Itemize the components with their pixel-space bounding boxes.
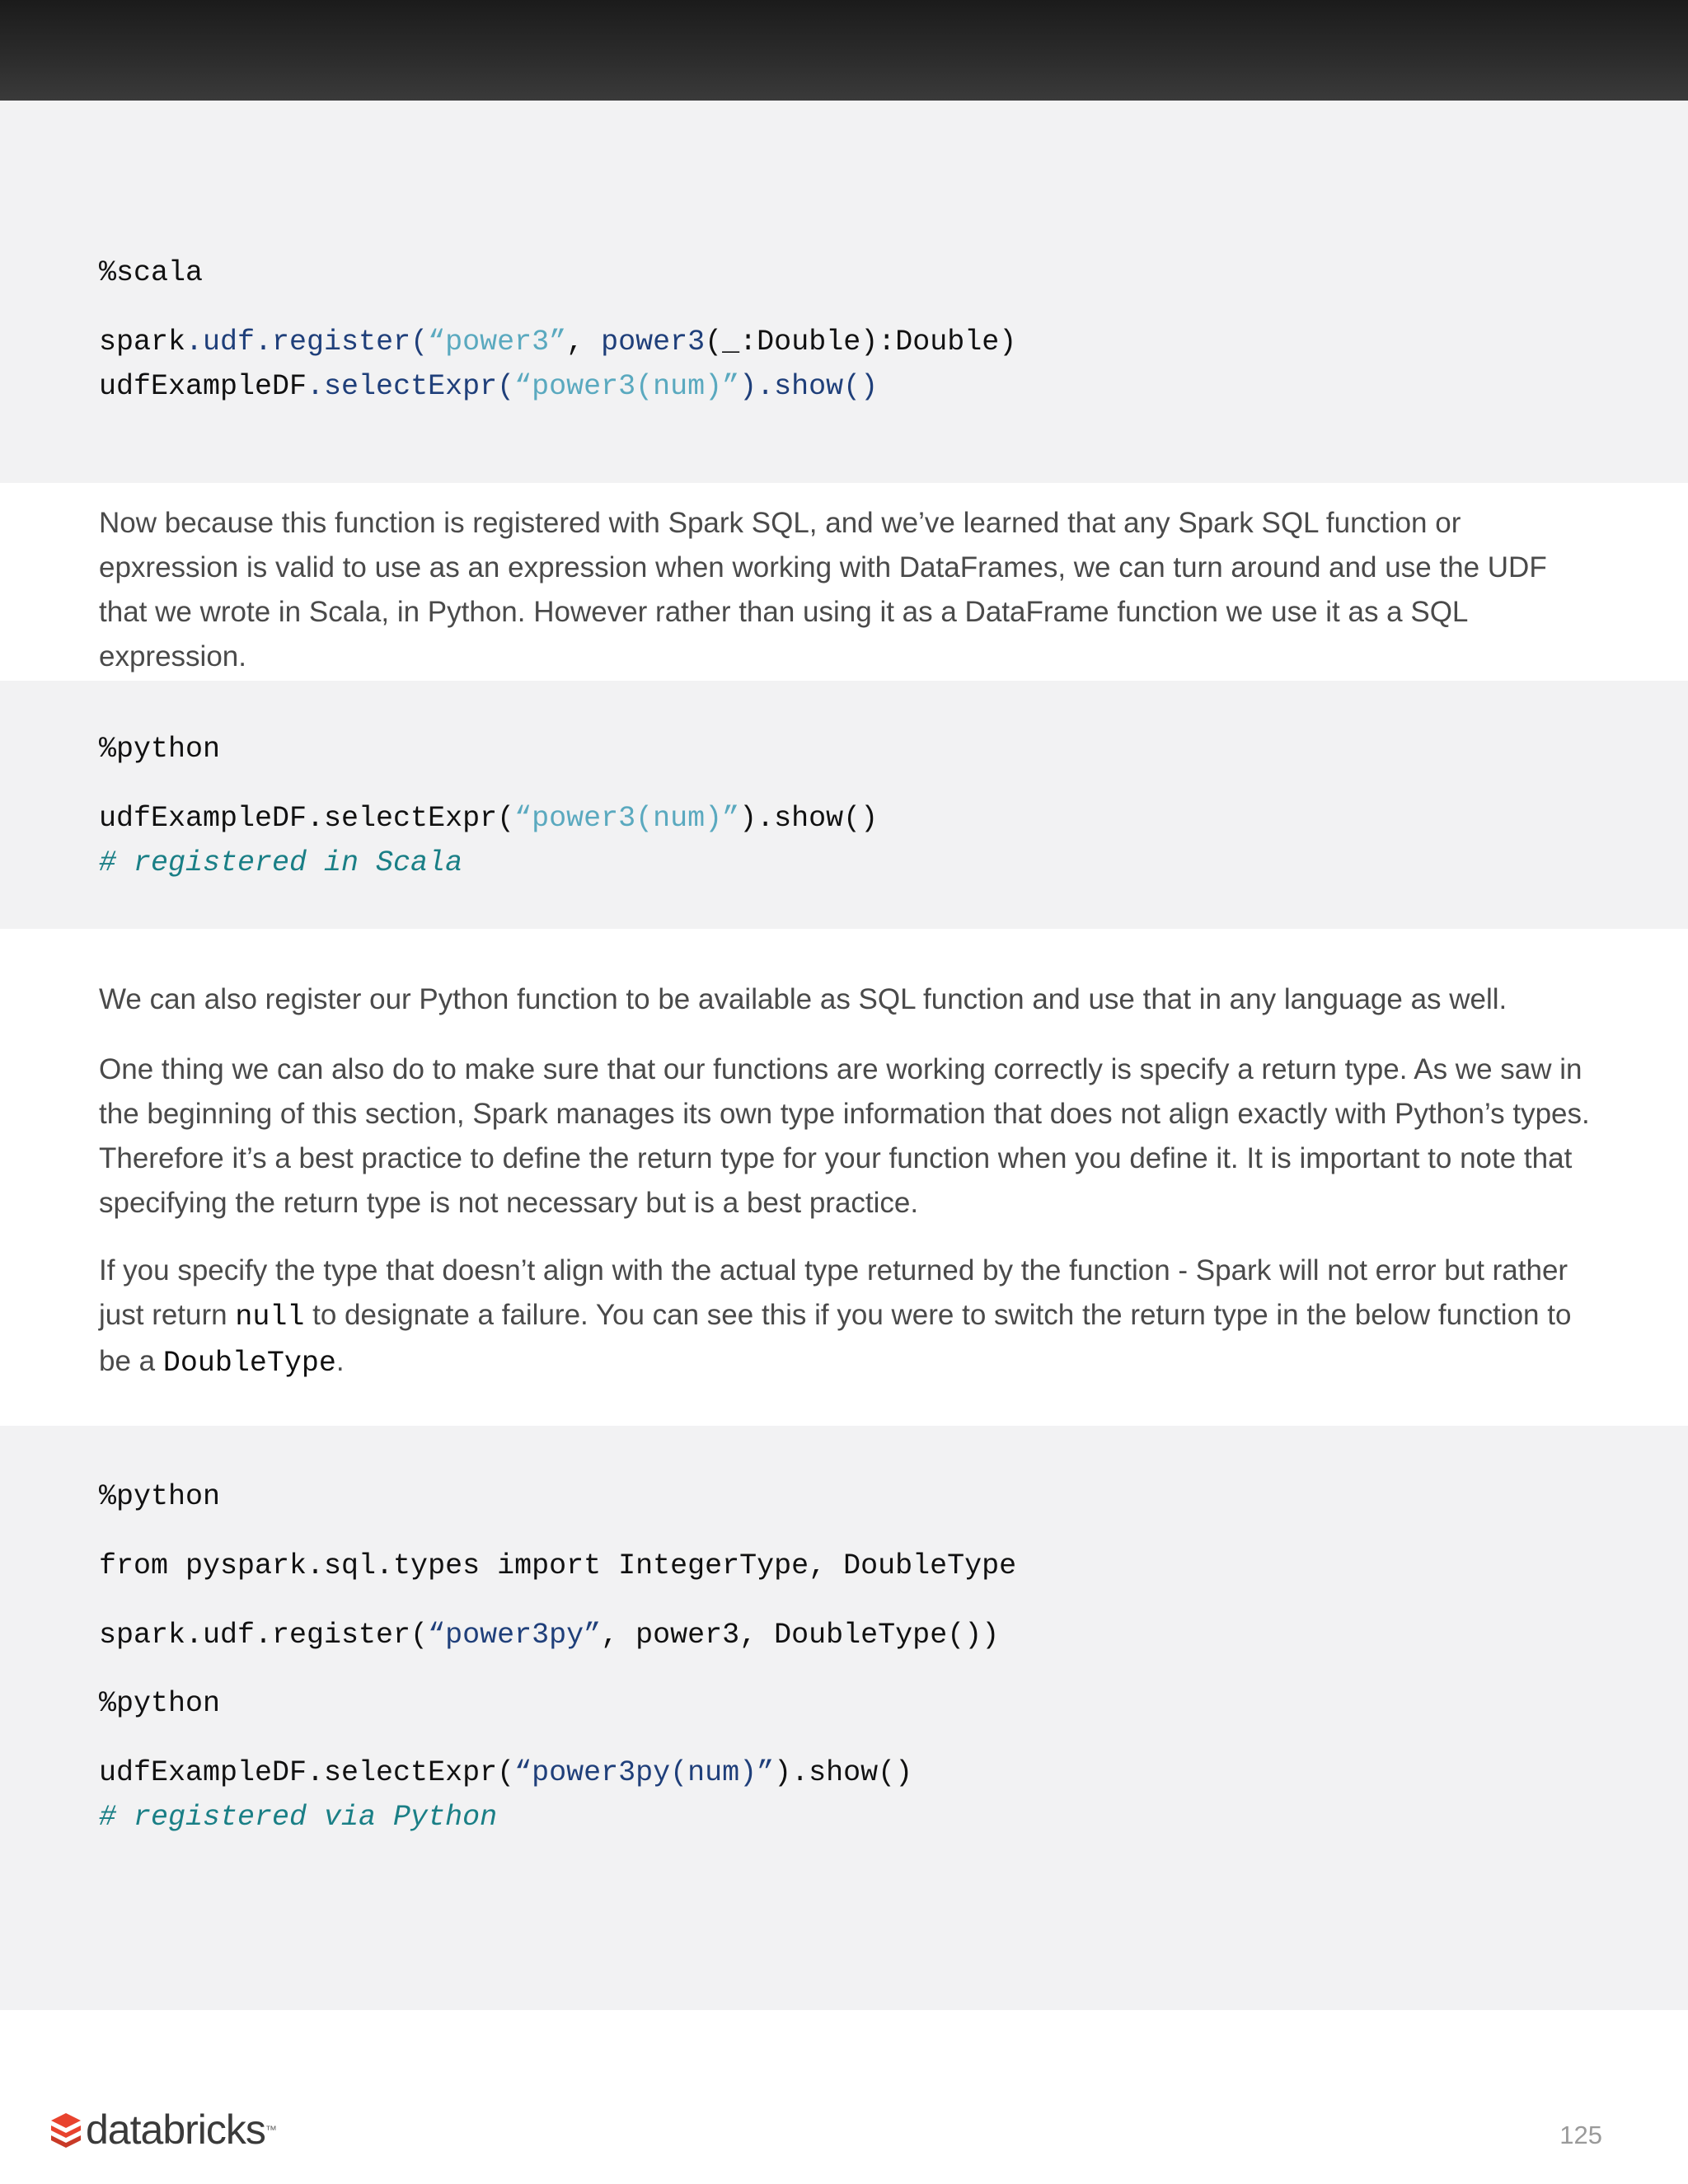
- inline-code-doubletype: DoubleType: [162, 1347, 336, 1380]
- code-magic-python: %python: [99, 733, 221, 766]
- code-magic-scala: %scala: [99, 256, 204, 289]
- body-paragraph: We can also register our Python function to be available as SQL function and use that in any language as well.: [99, 983, 1507, 1015]
- body-paragraph: One thing we can also do to make sure that our functions are working correctly is specify a return type. As we saw in the beginning of this section, Spark manages its own type information that does not align exactly with Python’s types. Therefore it’s a best practice to define the return type for your function when you define it. It is important to note that specifying the return type is not necessary but is a best practice.: [99, 1053, 1590, 1219]
- body-paragraph: If you specify the type that doesn’t align with the actual type returned by the function - Spark will not error but rather just return null to designate a failure. You can see this if you were to switch the return type in the below function to be a DoubleType.: [99, 1254, 1572, 1380]
- code-magic-python: %python: [99, 1687, 221, 1720]
- code-block-python-2: [0, 1426, 1688, 2010]
- code-magic-python: %python: [99, 1480, 221, 1513]
- databricks-icon: [49, 2111, 82, 2148]
- header-bar: [0, 0, 1688, 101]
- code-line: udfExampleDF.selectExpr(“power3(num)”).show(): [99, 370, 879, 403]
- code-line: spark.udf.register(“power3”, power3(_:Double):Double): [99, 326, 1017, 359]
- code-comment: # registered via Python: [99, 1801, 498, 1834]
- logo-wordmark: databricks: [86, 2107, 265, 2153]
- body-paragraph: Now because this function is registered with Spark SQL, and we’ve learned that any Spark SQL function or epxression is valid to use as an expression when working with DataFrames, we can turn around and use the UDF that we wrote in Scala, in Python. However rather than using it as a DataFrame function we use it as a SQL expression.: [99, 507, 1547, 673]
- code-block-scala: [0, 101, 1688, 483]
- inline-code-null: null: [235, 1301, 305, 1333]
- code-line: udfExampleDF.selectExpr(“power3py(num)”).show(): [99, 1756, 913, 1789]
- code-line: from pyspark.sql.types import IntegerType, DoubleType: [99, 1549, 1017, 1582]
- page-number: 125: [1559, 2121, 1602, 2149]
- code-line: udfExampleDF.selectExpr(“power3(num)”).show(): [99, 802, 879, 835]
- databricks-logo: databricks ™: [49, 2107, 277, 2153]
- code-line: spark.udf.register(“power3py”, power3, DoubleType()): [99, 1619, 1000, 1652]
- code-comment: # registered in Scala: [99, 846, 463, 879]
